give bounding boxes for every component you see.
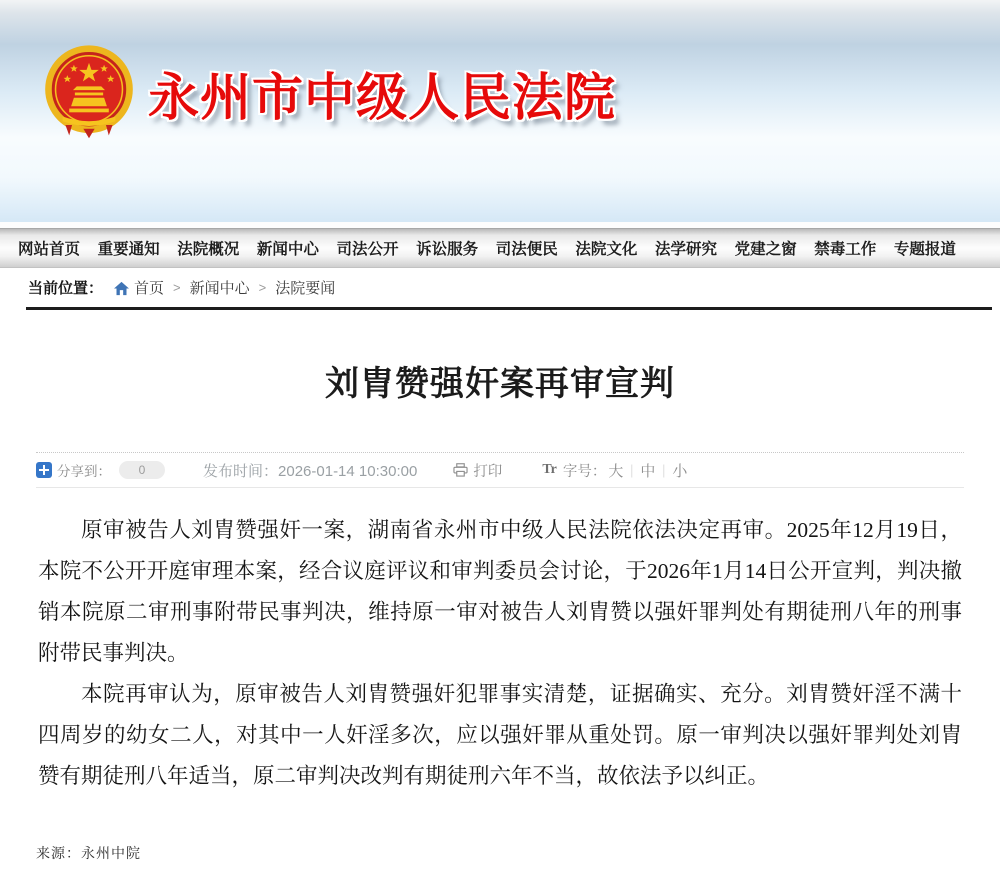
site-title: 永州市中级人民法院: [148, 69, 617, 126]
nav-item-legal-research[interactable]: 法学研究: [655, 241, 718, 258]
national-emblem-icon: [40, 44, 138, 142]
nav-item-court-overview[interactable]: 法院概况: [177, 241, 240, 258]
publish-time: [203, 460, 417, 481]
share-count-badge[interactable]: 0: [119, 461, 165, 479]
article-body: [38, 510, 962, 797]
nav-item-special-reports[interactable]: 专题报道: [893, 241, 956, 258]
nav-item-judicial-convenience[interactable]: 司法便民: [495, 241, 558, 258]
nav-item-party-building[interactable]: 党建之窗: [734, 241, 797, 258]
breadcrumb-separator: >: [173, 280, 181, 295]
font-size-label: 字号：: [562, 463, 607, 480]
font-size-medium-button[interactable]: 中: [640, 462, 656, 480]
article-paragraph: 本院再审认为，原审被告人刘胄赞强奸犯罪事实清楚，证据确实、充分。刘胄赞奸淫不满十四周岁的幼女二人，对其中一人奸淫多次，应以强奸罪从重处罚。原一审判决以强奸罪判处刘胄赞有期徒刑八年适当，原二审判决改判有期徒刑六年不当，故依法予以纠正。: [38, 682, 962, 788]
article-source: 来源：永州中院: [36, 845, 141, 861]
share-plus-icon[interactable]: [36, 462, 52, 478]
font-size-control: [542, 460, 689, 481]
publish-time-value: 2026-01-14 10:30:00: [278, 462, 418, 480]
print-label: 打印: [473, 463, 503, 480]
nav-item-news-center[interactable]: 新闻中心: [256, 241, 319, 258]
font-size-icon: Tr: [542, 462, 557, 477]
site-header-banner: [0, 0, 1000, 222]
article-meta-bar: [36, 452, 964, 488]
breadcrumb-separator: >: [258, 280, 267, 295]
print-button[interactable]: [453, 460, 502, 481]
font-size-small-button[interactable]: 小: [672, 462, 688, 480]
font-size-separator: ｜: [625, 463, 639, 479]
home-icon: [113, 281, 130, 296]
nav-item-judicial-openness[interactable]: 司法公开: [336, 241, 399, 258]
breadcrumb-court-news-link[interactable]: 法院要闻: [275, 280, 336, 297]
breadcrumb-news-center-link[interactable]: 新闻中心: [189, 280, 250, 297]
main-nav: [0, 228, 1000, 268]
breadcrumb: [0, 268, 1000, 307]
nav-item-litigation-service[interactable]: 诉讼服务: [416, 241, 479, 258]
breadcrumb-home-link[interactable]: 首页: [134, 280, 165, 297]
printer-icon: [453, 463, 468, 477]
content-divider: [26, 307, 992, 310]
nav-item-court-culture[interactable]: 法院文化: [575, 241, 638, 258]
publish-time-label: 发布时间：: [203, 462, 279, 480]
nav-item-notices[interactable]: 重要通知: [97, 241, 160, 258]
article-paragraph: 原审被告人刘胄赞强奸一案，湖南省永州市中级人民法院依法决定再审。2025年12月19日，本院不公开开庭审理本案，经合议庭评议和审判委员会讨论，于2026年1月14日公开宣判，判决撤销本院原二审刑事附带民事判决，维持原一审对被告人刘胄赞以强奸罪判处有期徒刑八年的刑事附带民事判决。: [38, 518, 962, 665]
nav-item-home[interactable]: 网站首页: [18, 241, 81, 258]
nav-item-anti-drug[interactable]: 禁毒工作: [814, 241, 877, 258]
font-size-large-button[interactable]: 大: [608, 462, 624, 480]
breadcrumb-label: 当前位置：: [28, 280, 104, 297]
font-size-separator: ｜: [657, 463, 671, 479]
share-label: 分享到：: [57, 464, 111, 479]
article-title: 刘胄赞强奸案再审宣判: [325, 365, 675, 403]
